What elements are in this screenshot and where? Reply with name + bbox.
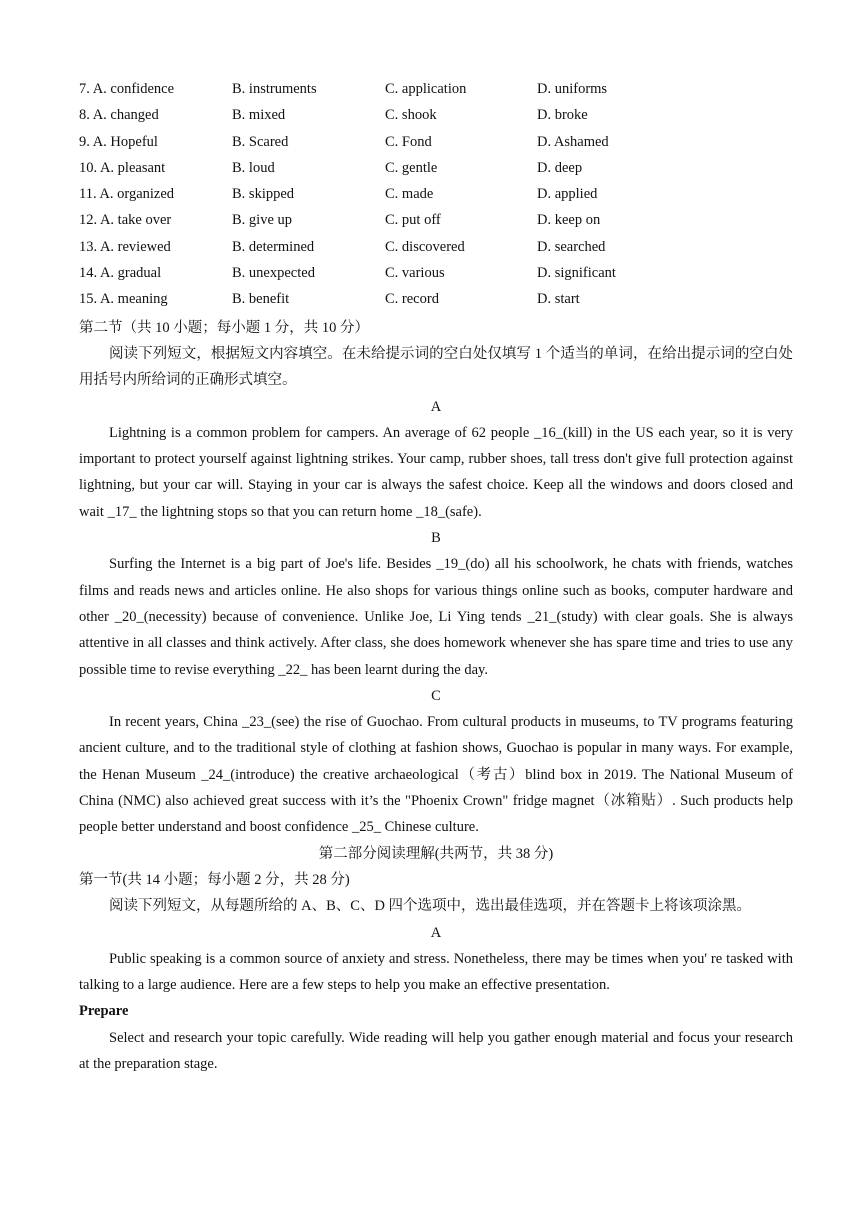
option-a: 12. A. take over	[79, 212, 172, 229]
option-d: D. significant	[537, 265, 616, 282]
option-d: D. keep on	[537, 212, 601, 229]
option-d: D. broke	[537, 107, 588, 124]
option-row	[79, 236, 793, 262]
part2-title: 第二部分阅读理解(共两节，共 38 分)	[318, 845, 554, 862]
option-row	[79, 183, 793, 209]
option-a: 7. A. confidence	[79, 81, 175, 97]
option-b: B. benefit	[232, 291, 290, 308]
option-d: D. start	[537, 291, 580, 308]
option-row	[79, 104, 793, 130]
option-row	[79, 262, 793, 288]
option-row	[79, 157, 793, 183]
reading-passage-a-label: A	[430, 924, 442, 941]
option-c: C. put off	[385, 212, 441, 229]
option-a: 15. A. meaning	[79, 291, 168, 308]
section2-heading: 第二节（共 10 小题；每小题 1 分，共 10 分）	[79, 319, 369, 336]
exam-page	[79, 78, 793, 1077]
part2-instruction: 阅读下列短文，从每题所给的 A、B、C、D 四个选项中，选出最佳选项，并在答题卡上将该项涂黑。	[109, 898, 752, 915]
option-c: C. discovered	[385, 238, 465, 255]
option-c: C. application	[385, 81, 467, 97]
option-d: D. uniforms	[537, 81, 608, 97]
option-d: D. searched	[537, 238, 606, 255]
option-a: 9. A. Hopeful	[79, 133, 158, 150]
option-c: C. gentle	[385, 159, 438, 176]
option-b: B. loud	[232, 159, 275, 176]
option-c: C. various	[385, 265, 445, 282]
option-row	[79, 131, 793, 157]
option-b: B. instruments	[232, 81, 317, 97]
part2-section1-heading: 第一节(共 14 小题；每小题 2 分，共 28 分)	[79, 871, 350, 888]
vocab-options-table	[79, 78, 793, 315]
option-c: C. shook	[385, 107, 437, 124]
option-row	[79, 288, 793, 314]
passage-a-label: A	[430, 398, 442, 415]
prepare-text: Select and research your topic carefully. Wide reading will help you gather enough material and focus your research at the preparation stage.	[79, 1029, 793, 1072]
option-b: B. unexpected	[232, 265, 315, 282]
option-c: C. made	[385, 186, 434, 203]
option-a: 11. A. organized	[79, 186, 175, 203]
passage-c-text: In recent years, China _23_(see) the rise of Guochao. From cultural products in museums, to TV programs featuring ancient culture, and to the traditional style of clothing at fashion shows, Guochao is popular in many ways. For example, the Henan Museum _24_(introduce) the creative archaeological（考古）blind box in 2019. The National Museum of China (NMC) also achieved great success with it’s the "Phoenix Crown" fridge magnet（冰箱贴）. Such products help people better understand and boost confidence _25_ Chinese culture.	[79, 714, 793, 836]
option-c: C. record	[385, 291, 439, 308]
prepare-heading: Prepare	[79, 1003, 129, 1020]
passage-a-text: Lightning is a common problem for campers. An average of 62 people _16_(kill) in the US each year, so it is very important to protect yourself against lightning strikes. Your camp, rubber shoes, tall tress don't give full protection against lightning, but your car will. Staying in your car is always the safest choice. Keep all the windows and doors closed and wait _17_ the lightning stops so that you can return home _18_(safe).	[79, 424, 793, 520]
option-row	[79, 78, 793, 104]
passage-b-label: B	[431, 530, 441, 547]
option-c: C. Fond	[385, 133, 432, 150]
option-b: B. skipped	[232, 186, 295, 203]
reading-passage-a-text: Public speaking is a common source of anxiety and stress. Nonetheless, there may be times when you' re tasked with talking to a large audience. Here are a few steps to help you make an effective presentation.	[79, 950, 793, 994]
option-d: D. Ashamed	[537, 133, 609, 150]
option-a: 8. A. changed	[79, 107, 159, 124]
option-b: B. mixed	[232, 107, 286, 124]
passage-c-label: C	[431, 687, 441, 704]
option-a: 13. A. reviewed	[79, 238, 171, 255]
option-b: B. determined	[232, 238, 315, 255]
option-d: D. applied	[537, 186, 598, 203]
section2-instruction: 阅读下列短文，根据短文内容填空。在未给提示词的空白处仅填写 1 个适当的单词，在给出提示词的空白处用括号内所给词的正确形式填空。	[79, 345, 793, 389]
option-row	[79, 209, 793, 235]
option-a: 10. A. pleasant	[79, 159, 166, 176]
option-d: D. deep	[537, 159, 583, 176]
passage-b-text: Surfing the Internet is a big part of Joe's life. Besides _19_(do) all his schoolwork, he chats with friends, watches films and reads news and articles online. He also shops for various things online such as books, computer hardware and other _20_(necessity) because of convenience. Unlike Joe, Li Ying tends _21_(study) with clear goals. She is always attentive in all classes and think actively. After class, she does homework whenever she has spare time and tries to use any possible time to revise everything _22_ has been learnt during the day.	[79, 556, 793, 678]
option-b: B. Scared	[232, 133, 289, 150]
option-a: 14. A. gradual	[79, 265, 162, 282]
option-b: B. give up	[232, 212, 293, 229]
